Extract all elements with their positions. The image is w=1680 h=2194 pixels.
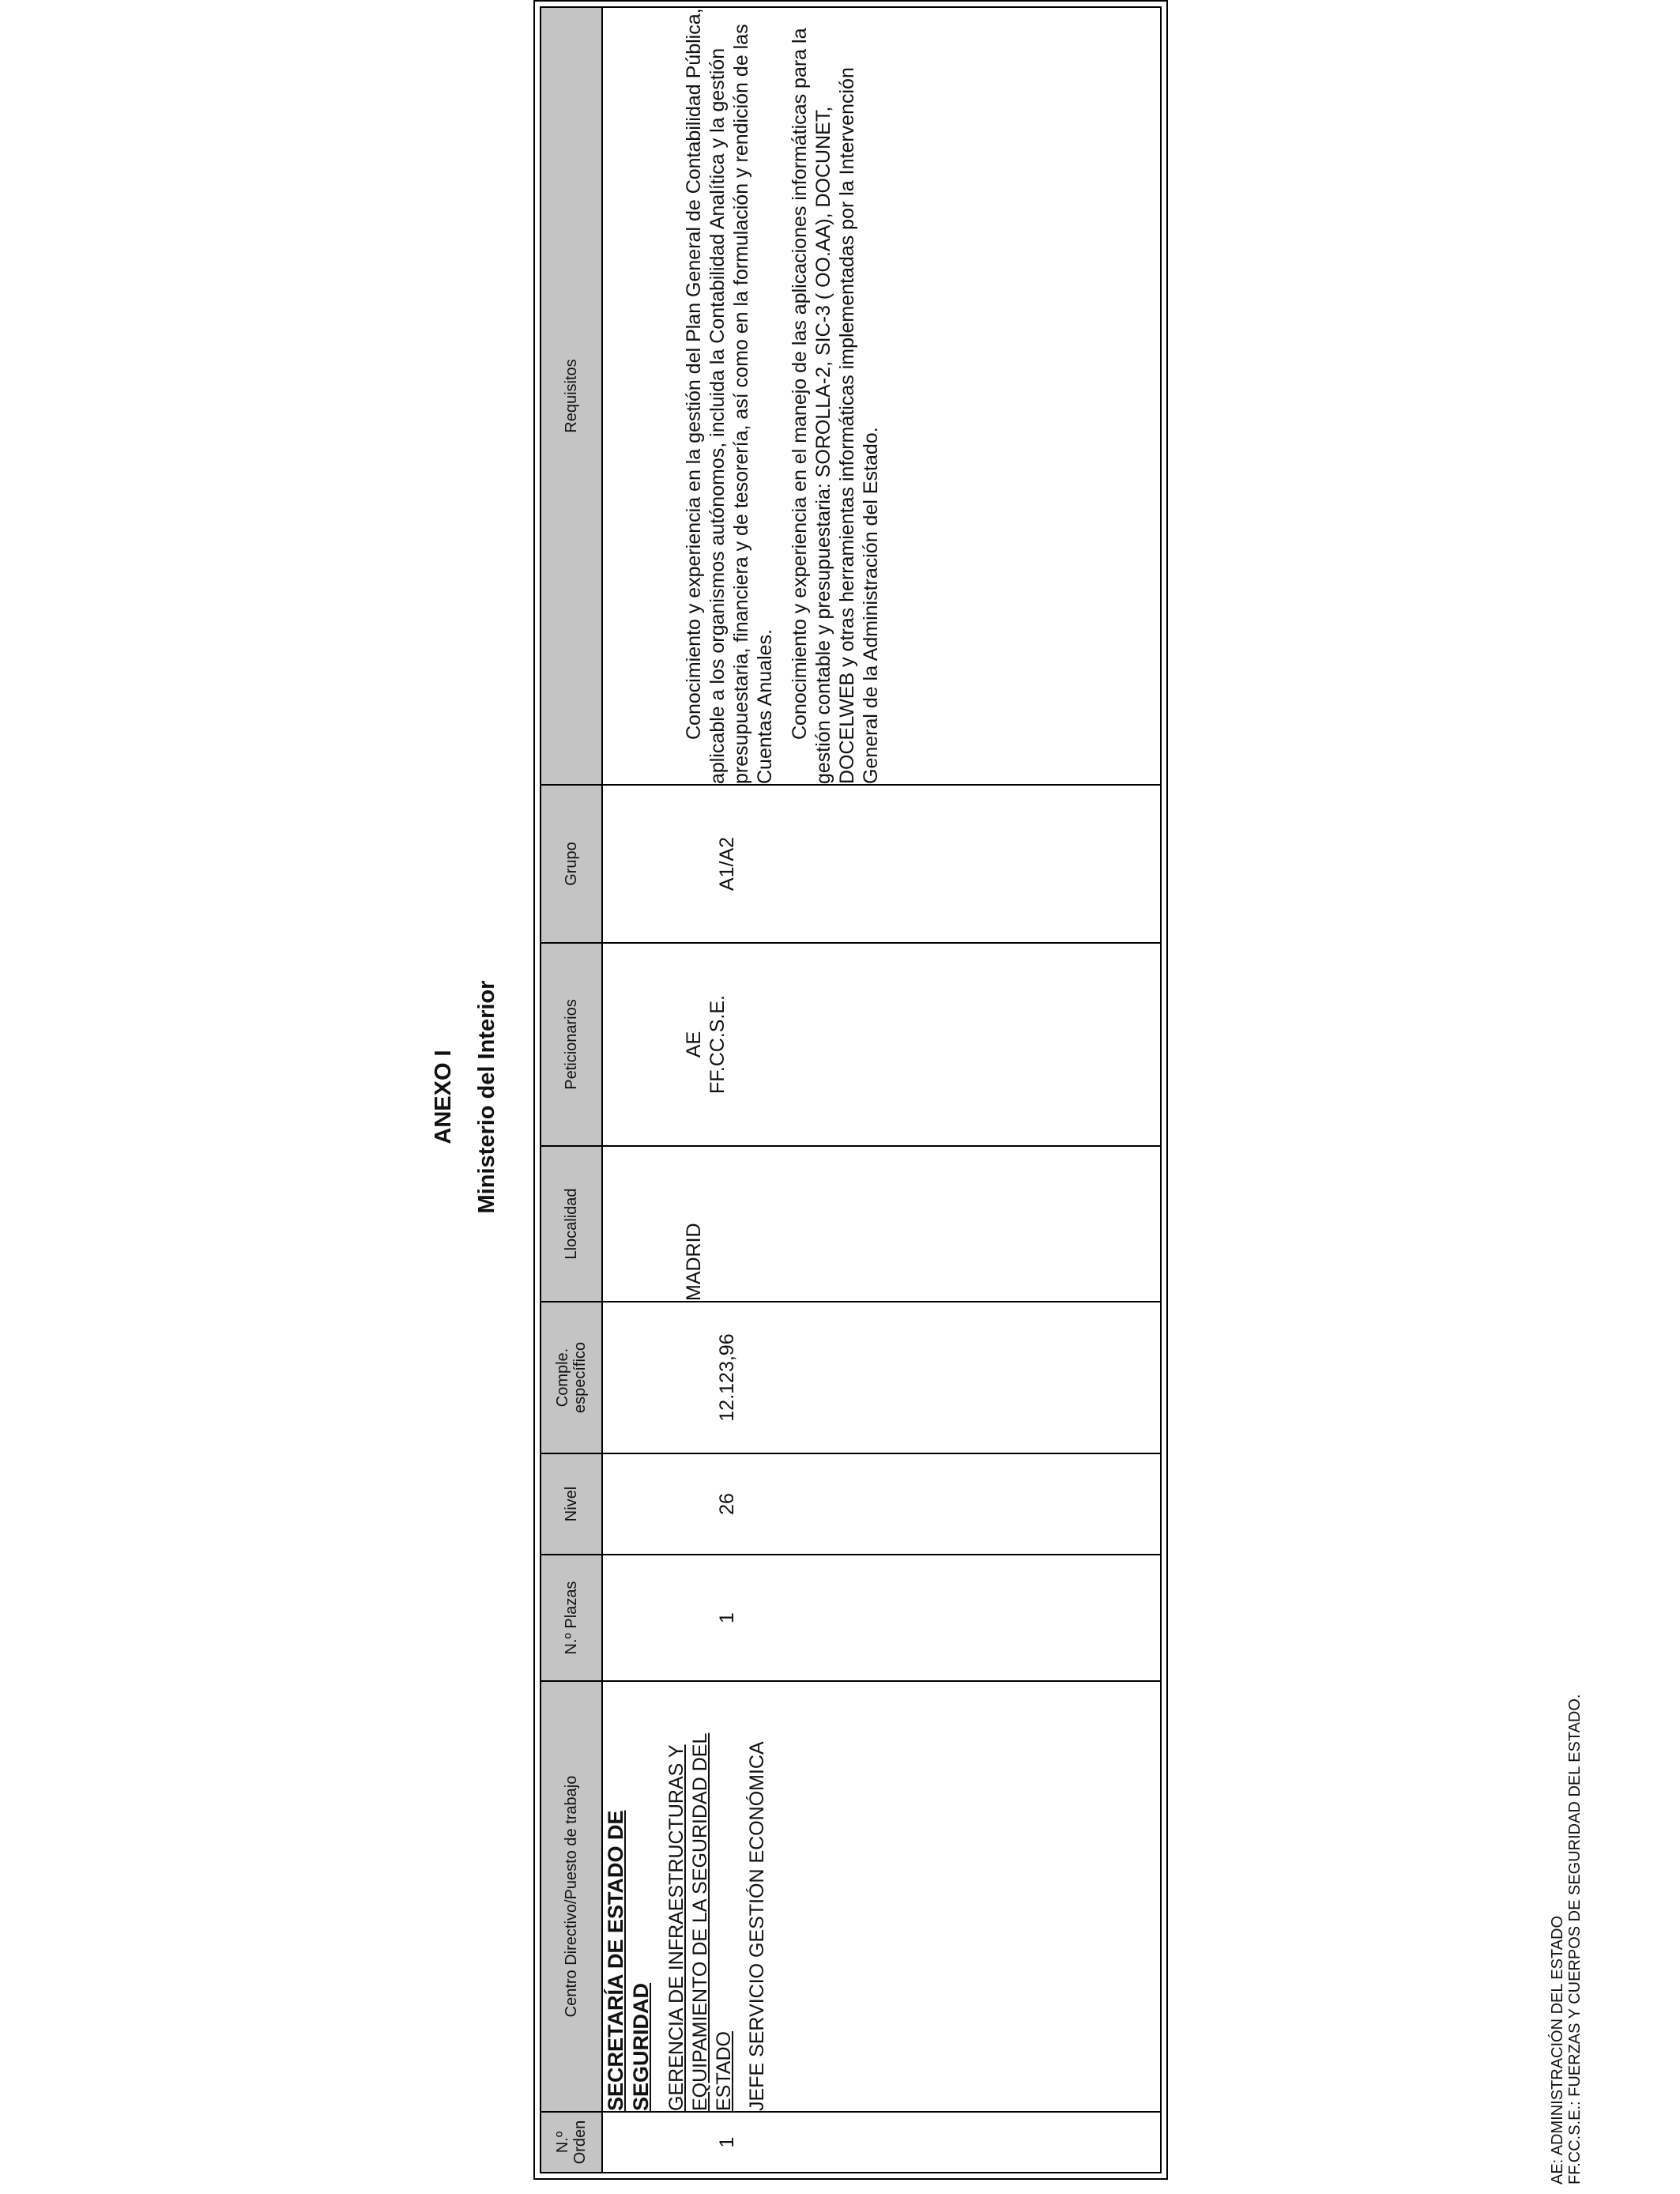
cell-centro: [602, 1681, 1161, 2112]
col-header-orden: N.º Orden: [541, 2112, 602, 2173]
grupo-value: A1/A2: [716, 836, 738, 892]
orden-value: 1: [716, 2136, 738, 2148]
col-header-peticionarios: Peticionarios: [541, 943, 602, 1146]
cell-orden: [602, 2112, 1161, 2173]
footnote-ffccse: FF.CC.S.E.: FUERZAS Y CUERPOS DE SEGURIDAD DEL ESTADO.: [1566, 1694, 1584, 2185]
col-header-plazas: N.º Plazas: [541, 1555, 602, 1681]
requisito-paragraph-1: Conocimiento y experiencia en la gestión del Plan General de Contabilidad Pública, aplicable a los organismos autónomos, incluida la Contabilidad Analítica y la gestión presupuestaria, financiera y de tesorería, así como en la formulación y rendición de las Cuentas Anuales.: [683, 8, 776, 784]
col-header-requisitos: Requisitos: [541, 7, 602, 785]
footnotes: [1549, 1695, 1584, 2185]
col-header-grupo: Grupo: [541, 785, 602, 943]
col-header-complemento: [541, 1302, 602, 1453]
positions-table: [540, 6, 1162, 2173]
cell-plazas: [602, 1555, 1161, 1681]
cell-complemento: [602, 1302, 1161, 1453]
cell-requisitos: [602, 7, 1161, 785]
cell-localidad: [602, 1146, 1161, 1302]
page-title: ANEXO I: [431, 1050, 456, 1144]
footnote-ae: AE: ADMINISTRACIÓN DEL ESTADO: [1549, 1915, 1566, 2185]
table-row: [602, 7, 1161, 2173]
nivel-value: 26: [716, 1493, 738, 1515]
requisito-paragraph-2: Conocimiento y experiencia en el manejo de las aplicaciones informáticas para la gestión contable y presupuestaria: SOROLLA-2, SIC-3 ( OO.AA), DOCUNET, DOCELWEB y otras herramientas informáticas implementadas por la Intervención General de la Administración del Estado.: [789, 28, 882, 784]
cell-peticionarios: [602, 943, 1161, 1146]
complemento-value: 12.123,96: [716, 1333, 738, 1422]
cell-nivel: [602, 1453, 1161, 1555]
table-frame: [533, 0, 1168, 2180]
col-header-complemento-line1: Comple.: [554, 1348, 571, 1408]
col-header-nivel: Nivel: [541, 1453, 602, 1555]
plazas-value: 1: [716, 1612, 738, 1623]
page-subtitle: Ministerio del Interior: [474, 980, 499, 1214]
col-header-complemento-line2: específico: [571, 1341, 589, 1414]
post-title: JEFE SERVICIO GESTIÓN ECONÓMICA: [746, 1741, 768, 2111]
col-header-localidad: Llocalidad: [541, 1146, 602, 1302]
col-header-centro: Centro Directivo/Puesto de trabajo: [541, 1681, 602, 2112]
subdepartment-name: GERENCIA DE INFRAESTRUCTURAS Y EQUIPAMIENTO DE LA SEGURIDAD DEL ESTADO: [665, 1732, 735, 2111]
table-header-row: [541, 7, 602, 2173]
peticionarios-line1: AE: [683, 1031, 705, 1058]
cell-grupo: [602, 785, 1161, 943]
peticionarios-line2: FF.CC.S.E.: [706, 995, 729, 1095]
localidad-value: MADRID: [683, 1223, 705, 1301]
department-name: SECRETARÍA DE ESTADO DE SEGURIDAD: [604, 1810, 653, 2111]
